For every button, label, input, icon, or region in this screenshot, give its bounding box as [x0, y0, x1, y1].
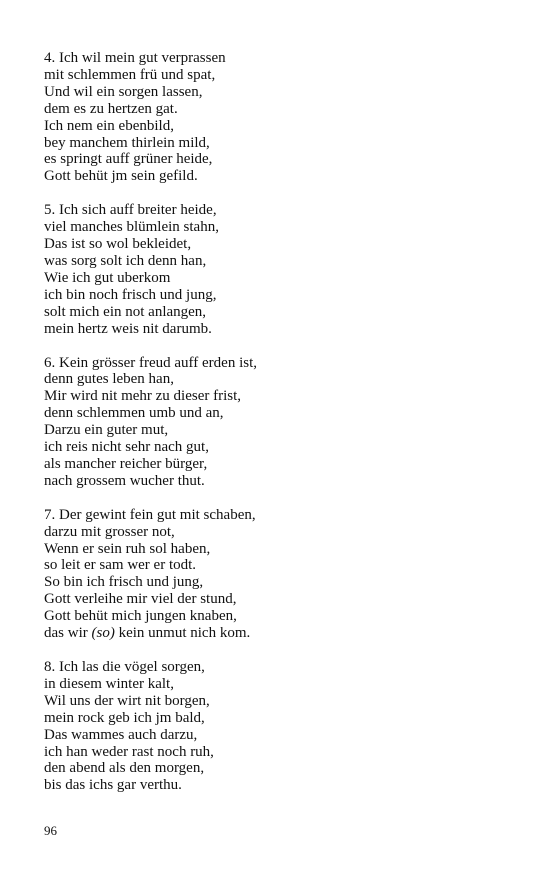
verse-line: was sorg solt ich denn han, [44, 252, 207, 269]
verse-line: 5. Ich sich auff breiter heide, [44, 202, 217, 219]
verse-line: Ich nem ein ebenbild, [44, 117, 174, 134]
verse-line: mit schlemmen frü und spat, [44, 66, 216, 83]
verse-line: Das wammes auch darzu, [44, 726, 198, 743]
verse-line: das wir (so) kein unmut nich kom. [44, 625, 251, 642]
verse-line: ich reis nicht sehr nach gut, [44, 439, 209, 456]
verse-line: Und wil ein sorgen lassen, [44, 83, 203, 100]
verse-line: darzu mit grosser not, [44, 523, 175, 540]
stanza-8 [44, 659, 524, 794]
verse-line: mein rock geb ich jm bald, [44, 709, 205, 726]
verse-line: nach grossem wucher thut. [44, 472, 205, 489]
stanza-5 [44, 202, 524, 337]
verse-line: solt mich ein not anlangen, [44, 303, 207, 320]
verse-line: so leit er sam wer er todt. [44, 557, 197, 574]
verse-line: Darzu ein guter mut, [44, 422, 169, 439]
verse-line: in diesem winter kalt, [44, 675, 174, 692]
verse-line: Wenn er sein ruh sol haben, [44, 540, 211, 557]
verse-line: ich han weder rast noch ruh, [44, 743, 214, 760]
stanza-4 [44, 50, 524, 185]
poem-text [44, 50, 524, 811]
verse-line: Gott verleihe mir viel der stund, [44, 591, 237, 608]
verse-line: 4. Ich wil mein gut verprassen [44, 50, 226, 66]
verse-line: es springt auff grüner heide, [44, 151, 213, 168]
stanza-7 [44, 507, 524, 642]
verse-line: Gott behüt jm sein gefild. [44, 168, 198, 185]
verse-line: bis das ichs gar verthu. [44, 777, 182, 794]
verse-line: viel manches blümlein stahn, [44, 219, 219, 236]
verse-line: denn schlemmen umb und an, [44, 405, 224, 422]
page-number: 96 [44, 823, 57, 838]
verse-line: 6. Kein grösser freud auff erden ist, [44, 354, 257, 371]
verse-line: Das ist so wol bekleidet, [44, 236, 192, 253]
verse-line: 8. Ich las die vögel sorgen, [44, 659, 205, 675]
verse-line: ich bin noch frisch und jung, [44, 286, 217, 303]
verse-line: bey manchem thirlein mild, [44, 134, 210, 151]
verse-line: den abend als den morgen, [44, 760, 205, 777]
verse-line: So bin ich frisch und jung, [44, 574, 204, 591]
stanza-6 [44, 355, 524, 490]
verse-line: 7. Der gewint fein gut mit schaben, [44, 506, 256, 523]
verse-line: Gott behüt mich jungen knaben, [44, 608, 237, 625]
verse-line: als mancher reicher bürger, [44, 455, 208, 472]
verse-line: dem es zu hertzen gat. [44, 100, 178, 117]
verse-line: Wil uns der wirt nit borgen, [44, 692, 210, 709]
verse-line: denn gutes leben han, [44, 371, 174, 388]
editorial-insertion: (so) [91, 625, 115, 642]
verse-line: Mir wird nit mehr zu dieser frist, [44, 388, 242, 405]
verse-line: mein hertz weis nit darumb. [44, 320, 212, 337]
verse-line: Wie ich gut uberkom [44, 269, 171, 286]
